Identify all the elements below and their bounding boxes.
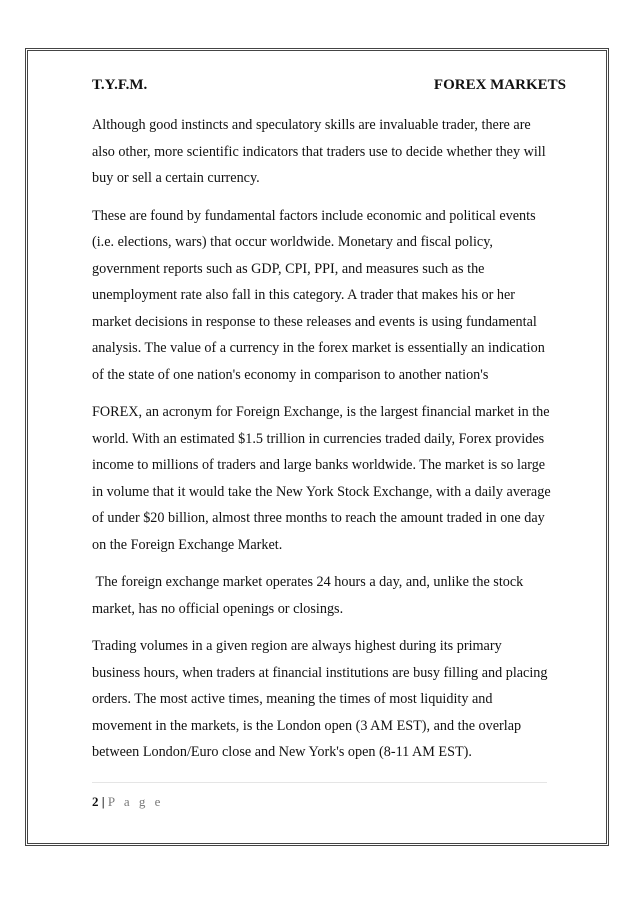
page-number: 2 — [92, 794, 99, 809]
paragraph-3: FOREX, an acronym for Foreign Exchange, is the largest financial market in the world. With an estimated $1.5 trillion in currencies traded daily, Forex provides income to millions of traders and large banks worldwide. The market is so large in volume that it would take the New York Stock Exchange, with a daily average of under $20 billion, almost three months to reach the amount traded in one day on the Foreign Exchange Market. — [92, 404, 555, 553]
paragraph-5: Trading volumes in a given region are always highest during its primary business hours, when traders at financial institutions are busy filling and placing orders. The most active times, meaning the times of most liquidity and movement in the markets, is the London open (3 AM EST), and the overlap between London/Euro close and New York's open (8-11 AM EST). — [92, 638, 552, 760]
header-title-right: FOREX MARKETS — [433, 77, 566, 93]
paragraph-1: Although good instincts and speculatory skills are invaluable trader, there are also other, more scientific indicators that traders use to decide whether they will buy or sell a certain currency. — [92, 117, 550, 186]
page-label: P a g e — [107, 794, 164, 809]
footer-separator: | — [98, 794, 108, 809]
paragraph-2: These are found by fundamental factors include economic and political events (i.e. elections, wars) that occur worldwide. Monetary and fiscal policy, government reports such as GDP, CPI, PPI, and measures such as the unemployment rate also fall in this category. A trader that makes his or her market decisions in response to these releases and events is using fundamental analysis. The value of a currency in the forex market is essentially an indication of the state of one nation's economy in comparison to another nation's — [92, 207, 549, 383]
header-title-left: T.Y.F.M. — [92, 77, 148, 93]
document-body — [92, 112, 555, 777]
page-footer — [92, 794, 163, 810]
paragraph-4: The foreign exchange market operates 24 hours a day, and, unlike the stock market, has no official openings or closings. — [92, 574, 527, 617]
footer-divider — [92, 782, 547, 783]
